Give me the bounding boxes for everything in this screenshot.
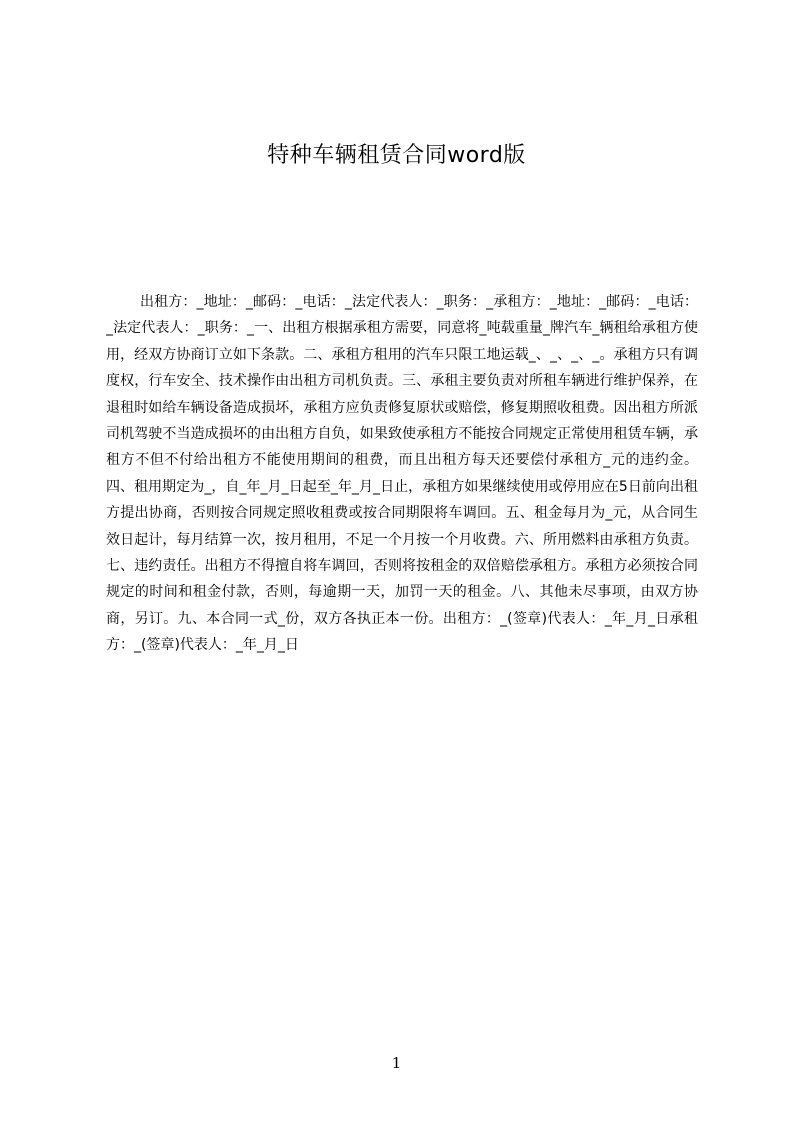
document-title: 特种车辆租赁合同word版	[267, 143, 526, 168]
page-number: 1	[391, 1054, 402, 1072]
contract-body-text: 出租方：_地址：_邮码：_电话：_法定代表人：_职务：_承租方：_地址：_邮码：_电话：_法定代表人：_职务：_一、出租方根据承租方需要，同意将_吨载重量_牌汽车_辆租给承租方使用，经双方协商订立如下条款。二、承租方租用的汽车只限工地运载_、_、_、_。承租方只有调度权，行车安全、技术操作由出租方司机负责。三、承租主要负责对所租车辆进行维护保养，在退租时如给车辆设备造成损坏，承租方应负责修复原状或赔偿，修复期照收租费。因出租方所派司机驾驶不当造成损坏的由出租方自负，如果致使承租方不能按合同规定正常使用租赁车辆，承租方不但不付给出租方不能使用期间的租费，而且出租方每天还要偿付承租方_元的违约金。四、租用期定为_，自_年_月_日起至_年_月_日止，承租方如果继续使用或停用应在5日前向出租方提出协商，否则按合同规定照收租费或按合同期限将车调回。五、租金每月为_元，从合同生效日起计，每月结算一次，按月租用，不足一个月按一个月收费。六、所用燃料由承租方负责。七、违约责任。出租方不得擅自将车调回，否则将按租金的双倍赔偿承租方。承租方必须按合同规定的时间和租金付款，否则，每逾期一天，加罚一天的租金。八、其他未尽事项，由双方协商，另订。九、本合同一式_份，双方各执正本一份。出租方：_(签章)代表人：_年_月_日承租方：_(签章)代表人：_年_月_日	[106, 294, 698, 654]
